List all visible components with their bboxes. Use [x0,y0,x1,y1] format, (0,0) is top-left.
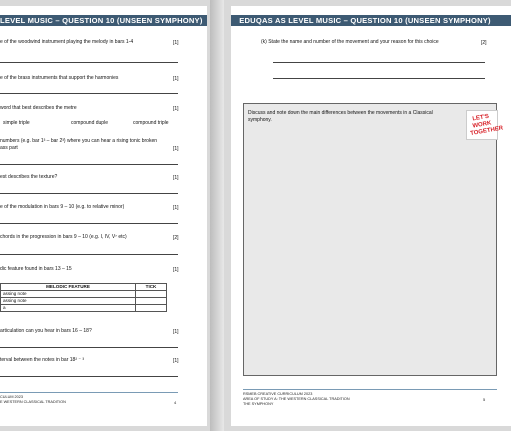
metre-option[interactable]: compound triple [133,120,169,126]
page-banner: LEVEL MUSIC – QUESTION 10 (UNSEEN SYMPHONY) [0,15,207,26]
table-cell: assing note [1,291,136,298]
footer-line: CULUM 2023 [0,395,24,399]
answer-line[interactable] [0,93,178,94]
question-e-marks: [1] [173,175,179,181]
question-a: e of the woodwind instrument playing the melody in bars 1-4 [0,39,134,45]
discussion-notes-box[interactable] [243,103,504,376]
badge-label: LET'S WORK TOGETHER [469,113,504,138]
question-i: articulation can you hear in bars 16 – 18? [0,328,92,334]
question-f: e of the modulation in bars 9 – 10 (e.g. to relative minor) [0,204,125,210]
footer-line: RSMEB CREATIVE CURRICULUM 2023 [243,392,313,396]
question-b-marks: [1] [173,76,179,82]
answer-line[interactable] [0,254,178,255]
answer-line[interactable] [0,193,178,194]
question-h: dic feature found in bars 13 – 15 [0,266,72,272]
worksheet-page-left [0,6,207,426]
question-d-cont: ass part [0,145,18,151]
table-row [1,305,167,312]
question-f-marks: [1] [173,205,179,211]
answer-line[interactable] [0,347,178,348]
question-i-marks: [1] [173,329,179,335]
answer-line[interactable] [0,164,178,165]
question-e: est describes the texture? [0,174,58,180]
table-row [1,291,167,298]
question-a-marks: [1] [173,40,179,46]
question-c-marks: [1] [173,106,179,112]
question-d: numbers (e.g. bar 1³ – bar 2³) where you can hear a rising tonic broken [0,138,158,144]
answer-line[interactable] [0,223,178,224]
melodic-feature-table [0,283,167,312]
page-banner: EDUQAS AS LEVEL MUSIC – QUESTION 10 (UNSEEN SYMPHONY) [231,15,511,26]
footer-line: THE SYMPHONY [243,402,274,406]
question-k: (k) State the name and number of the movement and your reason for this choice [261,39,439,45]
footer-rule [0,392,178,393]
answer-line[interactable] [0,376,178,377]
page-number: 4 [174,400,177,405]
table-header: TICK [136,284,167,291]
question-g: chords in the progression in bars 9 – 10 (e.g. I, IV, V⁷ etc) [0,234,127,240]
answer-line[interactable] [0,62,178,63]
question-j: terval between the notes in bar 18² ⁻ ³ [0,357,85,363]
metre-option[interactable]: compound duple [71,120,108,126]
question-g-marks: [2] [173,235,179,241]
question-c: word that best describes the metre [0,105,77,111]
lets-work-together-badge [466,110,504,140]
tick-cell[interactable] [136,305,167,312]
question-j-marks: [1] [173,358,179,364]
answer-line[interactable] [273,62,485,63]
worksheet-page-right [231,6,511,426]
tick-cell[interactable] [136,298,167,305]
table-header: MELODIC FEATURE [1,284,136,291]
question-k-marks: [2] [481,40,487,46]
tick-cell[interactable] [136,291,167,298]
table-row [1,298,167,305]
table-cell: a [1,305,136,312]
metre-option[interactable]: simple triple [3,120,30,126]
page-fold-shadow [210,0,224,431]
footer-rule [243,389,497,390]
answer-line[interactable] [273,78,485,79]
footer-line: E WESTERN CLASSICAL TRADITION [0,400,66,404]
question-d-marks: [1] [173,146,179,152]
question-b: e of the brass instruments that support the harmonies [0,75,119,81]
discussion-prompt: Discuss and note down the main differences between the movements in a Classical symphony. [248,110,433,123]
table-cell: assing note [1,298,136,305]
page-number: 5 [483,397,486,402]
question-h-marks: [1] [173,267,179,273]
footer-line: AREA OF STUDY A: THE WESTERN CLASSICAL TRADITION [243,397,350,401]
